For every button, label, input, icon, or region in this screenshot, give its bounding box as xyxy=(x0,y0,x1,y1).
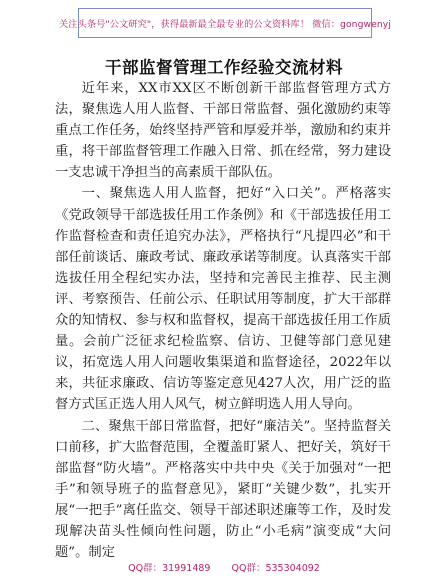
document-title: 干部监督管理工作经验交流材料 xyxy=(105,58,343,77)
paragraph-section-2: 二、聚焦干部日常监督，把好“廉洁关”。坚持监督关口前移，扩大监督范围，全覆盖盯紧人、把好关，筑好干部监督“防火墙”。严格落实中共中央《关于加强对“一把手”和领导班子的监督意见》，紧盯“关键少数”，扎实开展“一把手”离任监交、领导干部述职述廉等工作，及时发现解决苗头性倾向性问题，防止“小毛病”演变成“大问题”。制定 xyxy=(55,418,391,561)
document-body xyxy=(55,78,391,563)
header-banner: 关注头条号"公文研究"，获得最新最全最专业的公文资料库！ 微信：gongwenyj xyxy=(78,8,372,38)
footer-qq-group-2: QQ群：535304092 xyxy=(231,563,320,574)
paragraph-intro: 近年来，XX市XX区不断创新干部监督管理方式方法，聚焦选人用人监督、干部日常监督、强化激励约束等重点工作任务，始终坚持严管和厚爱并举，激励和约束并重，将干部监督管理工作融入日常、抓在经常，努力建设一支忠诚干净担当的高素质干部队伍。 xyxy=(55,81,391,181)
footer-qq-group-1: QQ群：31991489 xyxy=(128,563,211,574)
footer-contacts xyxy=(0,560,448,574)
paragraph-section-1: 一、聚焦选人用人监督，把好“入口关”。严格落实《党政领导干部选拔任用工作条例》和《干部选拔任用工作监督检查和责任追究办法》，严格执行“凡提四必”和干部任前谈话、廉政考试、廉政承诺等制度。认真落实干部选拔任用全程纪实办法，坚持和完善民主推荐、民主测评、考察预告、任前公示、任职试用等制度，扩大干部群众的知情权、参与权和监督权，提高干部选拔任用工作质量。会前广泛征求纪检监察、信访、卫健等部门意见建议，拓宽选人用人问题收集渠道和监督途径，2022年以来，共征求廉政、信访等鉴定意见427人次，用广泛的监督方式匡正选人用人风气，树立鲜明选人用人导向。 xyxy=(55,186,391,413)
